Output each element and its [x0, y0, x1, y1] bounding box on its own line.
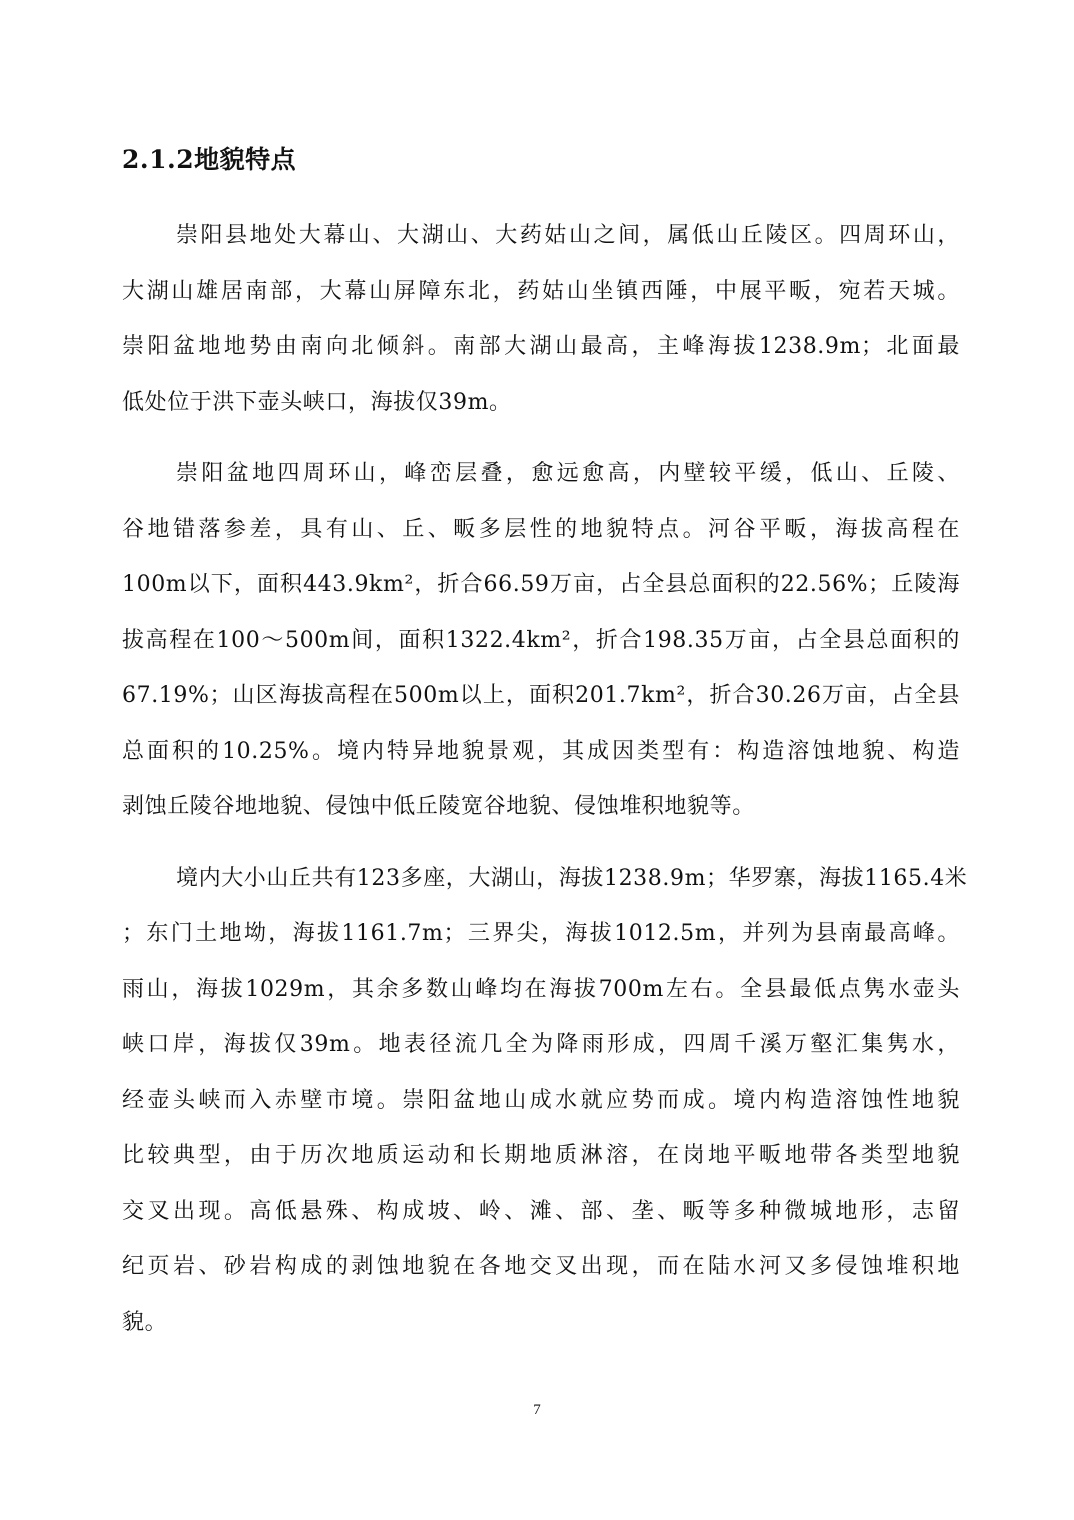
- section-heading: 2.1.2地貌特点: [122, 145, 297, 174]
- paragraph-line: 100m以下，面积443.9km²，折合66.59万亩，占全县总面积的22.56%；丘陵海: [122, 572, 960, 597]
- paragraph-1: [122, 208, 960, 430]
- paragraph-line: 谷地错落参差，具有山、丘、畈多层性的地貌特点。河谷平畈，海拔高程在: [122, 516, 960, 542]
- paragraph-line: ；东门土地坳，海拔1161.7m；三界尖，海拔1012.5m，并列为县南最高峰。: [122, 921, 960, 946]
- body-text: [122, 208, 968, 1366]
- paragraph-3: [122, 851, 968, 1351]
- paragraph-line: 大湖山雄居南部，大幕山屏障东北，药姑山坐镇西陲，中展平畈，宛若天城。: [122, 278, 960, 304]
- paragraph-line: 拔高程在100～500m间，面积1322.4km²，折合198.35万亩，占全县总面积的: [122, 627, 960, 653]
- paragraph-line: 67.19%；山区海拔高程在500m以上，面积201.7km²，折合30.26万亩，占全县: [122, 683, 960, 708]
- page-number: 7: [533, 1402, 541, 1418]
- paragraph-line: 峡口岸，海拔仅39m。地表径流几全为降雨形成，四周千溪万壑汇集隽水，: [122, 1032, 960, 1057]
- paragraph-line: 崇阳盆地四周环山，峰峦层叠，愈远愈高，内壁较平缓，低山、丘陵、: [176, 461, 960, 486]
- paragraph-line: 崇阳县地处大幕山、大湖山、大药姑山之间，属低山丘陵区。四周环山，: [176, 223, 960, 248]
- paragraph-line: 雨山，海拔1029m，其余多数山峰均在海拔700m左右。全县最低点隽水壶头: [122, 976, 960, 1002]
- paragraph-line: 经壶头峡而入赤壁市境。崇阳盆地山成水就应势而成。境内构造溶蚀性地貌: [122, 1087, 960, 1113]
- paragraph-line: 纪页岩、砂岩构成的剥蚀地貌在各地交叉出现，而在陆水河又多侵蚀堆积地: [122, 1254, 960, 1279]
- paragraph-line: 剥蚀丘陵谷地地貌、侵蚀中低丘陵宽谷地貌、侵蚀堆积地貌等。: [122, 794, 755, 819]
- paragraph-line: 比较典型，由于历次地质运动和长期地质淋溶，在岗地平畈地带各类型地貌: [122, 1143, 960, 1168]
- paragraph-line: 总面积的10.25%。境内特异地貌景观，其成因类型有：构造溶蚀地貌、构造: [122, 738, 960, 764]
- paragraph-line: 低处位于洪下壶头峡口，海拔仅39m。: [122, 389, 512, 415]
- paragraph-line: 交叉出现。高低悬殊、构成坡、岭、滩、部、垄、畈等多种微城地形，志留: [122, 1198, 960, 1224]
- paragraph-line: 貌。: [122, 1309, 168, 1335]
- paragraph-line: 境内大小山丘共有123多座，大湖山，海拔1238.9m；华罗寨，海拔1165.4米: [176, 865, 968, 891]
- paragraph-line: 崇阳盆地地势由南向北倾斜。南部大湖山最高，主峰海拔1238.9m；北面最: [122, 334, 960, 359]
- paragraph-2: [122, 446, 960, 835]
